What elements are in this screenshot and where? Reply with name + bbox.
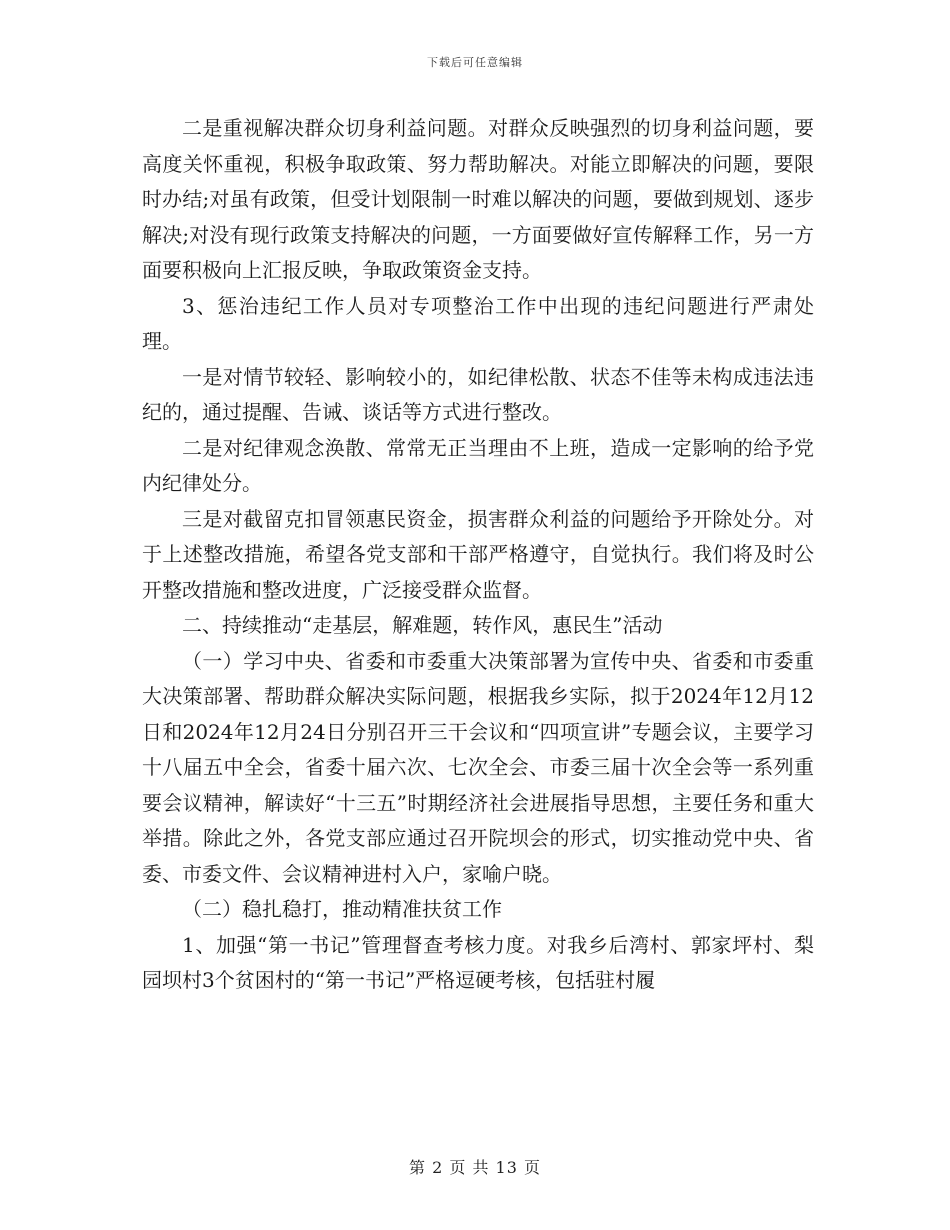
paragraph-7: （一）学习中央、省委和市委重大决策部署为宣传中央、省委和市委重大决策部署、帮助群众解决实际问题，根据我乡实际，拟于2024年12月12日和2024年12月24日分别召开三干会议和“四项宣讲”专题会议，主要学习十八届五中全会，省委十届六次、七次全会、市委三届十次全会等一系列重要会议精神，解读好“十三五”时期经济社会进展指导思想，主要任务和重大举措。除此之外，各党支部应通过召开院坝会的形式，切实推动党中央、省委、市委文件、会议精神进村入户，家喻户晓。 [142,648,814,886]
page-number-footer: 第 2 页 共 13 页 [409,1158,541,1177]
paragraph-9: 1、加强“第一书记”管理督查考核力度。对我乡后湾村、郭家坪村、梨园坝村3个贫困村的“第一书记”严格逗硬考核，包括驻村履 [142,932,814,992]
paragraph-8: （二）稳扎稳打，推动精准扶贫工作 [182,897,502,921]
paragraph-3: 一是对情节较轻、影响较小的，如纪律松散、状态不佳等未构成违法违纪的，通过提醒、告诫、谈话等方式进行整改。 [142,364,814,424]
header-note: 下载后可任意编辑 [427,56,523,69]
paragraph-2: 3、惩治违纪工作人员对专项整治工作中出现的违纪问题进行严肃处理。 [142,293,814,353]
paragraph-1: 二是重视解决群众切身利益问题。对群众反映强烈的切身利益问题，要高度关怀重视，积极争取政策、努力帮助解决。对能立即解决的问题，要限时办结;对虽有政策，但受计划限制一时难以解决的问题，要做到规划、逐步解决;对没有现行政策支持解决的问题，一方面要做好宣传解释工作，另一方面要积极向上汇报反映，争取政策资金支持。 [142,116,814,282]
paragraph-5: 三是对截留克扣冒领惠民资金，损害群众利益的问题给予开除处分。对于上述整改措施，希望各党支部和干部严格遵守，自觉执行。我们将及时公开整改措施和整改进度，广泛接受群众监督。 [142,506,814,602]
paragraph-4: 二是对纪律观念涣散、常常无正当理由不上班，造成一定影响的给予党内纪律处分。 [142,435,814,495]
paragraph-6: 二、持续推动“走基层，解难题，转作风，惠民生”活动 [182,613,663,637]
document-body [142,111,814,999]
